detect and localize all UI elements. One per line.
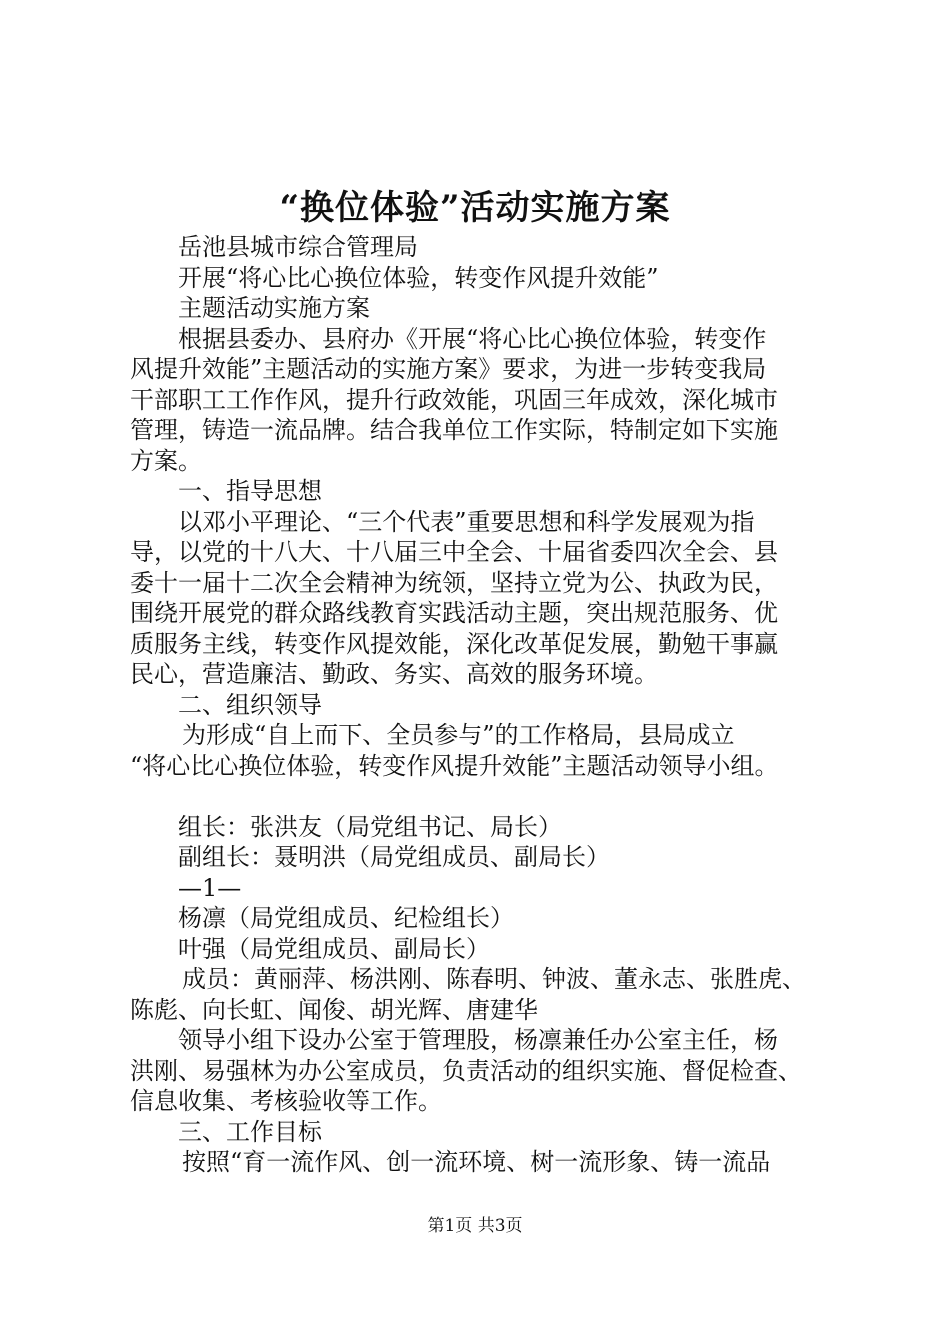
section-heading: 三、工作目标: [178, 1117, 322, 1146]
text-line: 叶强（局党组成员、副局长）: [178, 934, 490, 963]
section-heading: 一、指导思想: [178, 477, 322, 505]
text-line: 委十一届十二次全会精神为统领，坚持立党为公、执政为民，: [130, 568, 778, 597]
text-line: 干部职工工作作风，提升行政效能，巩固三年成效，深化城市: [130, 385, 778, 414]
text-line: 成员：黄丽萍、杨洪刚、陈春明、钟波、董永志、张胜虎、: [182, 965, 806, 993]
text-line: “将心比心换位体验，转变作风提升效能”主题活动领导小组。: [130, 751, 779, 780]
page-marker: —1—: [178, 873, 242, 902]
text-line: 质服务主线，转变作风提效能，深化改革促发展，勤勉干事赢: [130, 629, 778, 658]
text-line: 杨凛（局党组成员、纪检组长）: [178, 904, 514, 932]
text-line: 组长：张洪友（局党组书记、局长）: [178, 812, 562, 841]
blank-line: [130, 781, 844, 812]
text-line: 副组长：聂明洪（局党组成员、副局长）: [178, 843, 610, 871]
page-footer: 第1页 共3页: [427, 1216, 523, 1236]
text-line: 为形成“自上而下、全员参与”的工作格局，县局成立: [182, 721, 735, 749]
text-line: 开展“将心比心换位体验，转变作风提升效能”: [178, 263, 659, 292]
text-line: 围绕开展党的群众路线教育实践活动主题，突出规范服务、优: [130, 599, 778, 627]
text-line: 岳池县城市综合管理局: [178, 233, 418, 261]
text-line: 风提升效能”主题活动的实施方案》要求，为进一步转变我局: [130, 355, 767, 383]
text-line: 根据县委办、县府办《开展“将心比心换位体验，转变作: [178, 324, 767, 353]
text-line: 领导小组下设办公室于管理股，杨凛兼任办公室主任，杨: [178, 1026, 778, 1054]
section-heading: 二、组织领导: [178, 690, 322, 719]
text-line: 主题活动实施方案: [178, 294, 370, 322]
text-line: 民心，营造廉洁、勤政、务实、高效的服务环境。: [130, 660, 658, 688]
document-body: [130, 232, 844, 1178]
text-line: 按照“育一流作风、创一流环境、树一流形象、铸一流品: [182, 1148, 771, 1176]
text-line: 管理，铸造一流品牌。结合我单位工作实际，特制定如下实施: [130, 416, 778, 444]
text-line: 以邓小平理论、“三个代表”重要思想和科学发展观为指: [178, 507, 755, 536]
text-line: 信息收集、考核验收等工作。: [130, 1087, 442, 1115]
document-title: “换位体验”活动实施方案: [279, 188, 671, 228]
text-line: 方案。: [130, 446, 202, 475]
text-line: 洪刚、易强林为办公室成员，负责活动的组织实施、督促检查、: [130, 1056, 802, 1085]
text-line: 导，以党的十八大、十八届三中全会、十届省委四次全会、县: [130, 538, 778, 566]
text-line: 陈彪、向长虹、闻俊、胡光辉、唐建华: [130, 995, 538, 1024]
